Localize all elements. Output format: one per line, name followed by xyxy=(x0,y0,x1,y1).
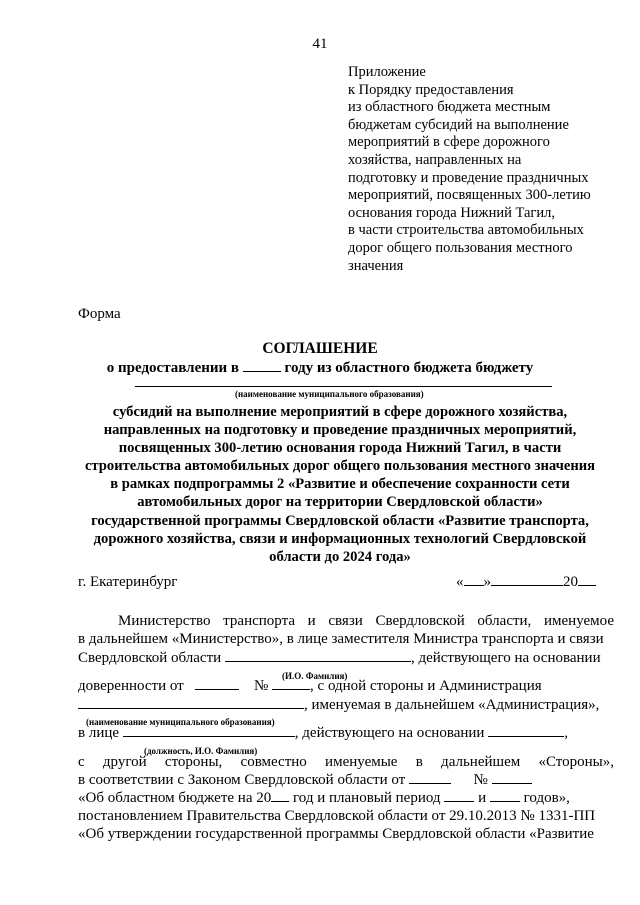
body-line: постановлением Правительства Свердловской области от 29.10.2013 № 1331-ПП xyxy=(78,808,596,824)
body-line: в лице , действующего на основании , xyxy=(78,725,568,741)
subject-line: государственной программы Свердловской области «Развитие транспорта, xyxy=(91,512,589,529)
appendix-header xyxy=(348,64,628,275)
date-quote: « xyxy=(456,574,464,590)
subtitle-part: году из областного бюджета бюджету xyxy=(280,360,534,376)
law-number-blank xyxy=(492,783,532,784)
appendix-line: основания города Нижний Тагил, xyxy=(348,204,555,221)
date-field xyxy=(456,574,596,591)
date-year: 20 xyxy=(563,574,578,590)
caption-municipality: (наименование муниципального образования) xyxy=(235,389,424,399)
page-number: 41 xyxy=(312,36,328,52)
appendix-line: из областного бюджета местным xyxy=(348,99,551,116)
day-blank xyxy=(464,585,484,586)
appendix-line: Приложение xyxy=(348,64,426,80)
subject-line: в рамках подпрограммы 2 «Развитие и обеспечение сохранности сети xyxy=(110,476,570,493)
appendix-line: мероприятий в сфере дорожного xyxy=(348,134,550,151)
number-blank xyxy=(272,689,310,690)
appendix-line: дорог общего пользования местного xyxy=(348,239,573,256)
caption-fio: (И.О. Фамилия) xyxy=(282,671,348,681)
fio-blank xyxy=(225,661,411,662)
municipality-blank xyxy=(78,708,304,709)
subject-line: дорожного хозяйства, связи и информационных технологий Свердловской xyxy=(93,530,587,547)
appendix-line: к Порядку предоставления xyxy=(348,81,514,98)
subject-line: субсидий на выполнение мероприятий в сфере дорожного хозяйства, xyxy=(112,404,568,420)
body-line: , именуемая в дальнейшем «Администрация», xyxy=(78,696,614,714)
year-blank xyxy=(578,585,596,586)
municipality-blank-line xyxy=(135,386,552,387)
caption-position: (должность, И.О. Фамилия) xyxy=(144,746,258,756)
period-start-blank xyxy=(444,801,474,802)
subject-line: автомобильных дорог на территории Свердловской области» xyxy=(137,494,543,511)
agreement-body xyxy=(78,612,614,902)
body-line: в дальнейшем «Министерство», в лице заместителя Министра транспорта и связи xyxy=(78,631,604,647)
caption-municipality: (наименование муниципального образования) xyxy=(86,717,275,727)
city: г. Екатеринбург xyxy=(78,574,178,590)
appendix-line: значения xyxy=(348,257,404,274)
body-line: с другой стороны, совместно именуемые в дальнейшем «Стороны», xyxy=(78,754,614,770)
subject-line: строительства автомобильных дорог общего пользования местного значения xyxy=(84,458,596,475)
body-line: «Об областном бюджете на 20 год и плановый период и годов», xyxy=(78,790,570,806)
budget-year-blank xyxy=(271,801,289,802)
document-title: СОГЛАШЕНИЕ xyxy=(262,340,378,357)
agreement-subject xyxy=(70,403,610,566)
appendix-line: в части строительства автомобильных xyxy=(348,222,584,239)
form-label: Форма xyxy=(78,306,121,322)
appendix-line: бюджетам субсидий на выполнение xyxy=(348,116,569,133)
body-line: Свердловской области , действующего на основании xyxy=(78,650,601,666)
subject-line: направленных на подготовку и проведение праздничных мероприятий, xyxy=(103,422,577,439)
year-blank xyxy=(243,371,281,372)
subtitle-part: о предоставлении в xyxy=(106,360,243,376)
body-line: «Об утверждении государственной программы Свердловской области «Развитие xyxy=(78,826,594,842)
appendix-line: подготовку и проведение праздничных xyxy=(348,169,589,186)
month-blank xyxy=(491,585,563,586)
position-blank xyxy=(123,736,295,737)
date-quote: » xyxy=(483,574,491,590)
document-subtitle xyxy=(0,360,640,377)
body-line: в соответствии с Законом Свердловской области от № xyxy=(78,771,614,789)
subject-line: области до 2024 года» xyxy=(269,548,411,565)
basis-blank xyxy=(488,736,564,737)
appendix-line: хозяйства, направленных на xyxy=(348,151,522,168)
law-date-blank xyxy=(409,783,451,784)
date-blank xyxy=(195,689,239,690)
body-line: доверенности от № , с одной стороны и Администрация xyxy=(78,678,542,694)
body-line: Министерство транспорта и связи Свердловской области, именуемое xyxy=(118,613,614,629)
period-end-blank xyxy=(490,801,520,802)
subject-line: посвященных 300-летию основания города Нижний Тагил, в части xyxy=(118,440,562,457)
appendix-line: мероприятий, посвященных 300-летию xyxy=(348,187,591,204)
